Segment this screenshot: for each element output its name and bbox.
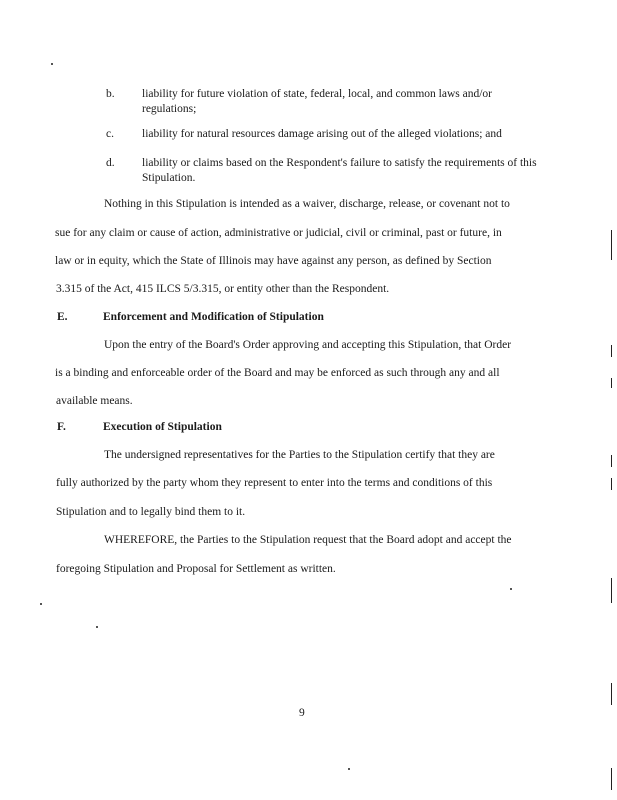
section-letter: F.: [57, 421, 66, 433]
scan-mark: [611, 683, 612, 705]
scan-speck: [96, 626, 98, 628]
paragraph-waiver: [56, 198, 546, 298]
list-letter: d.: [106, 157, 115, 169]
section-letter: E.: [57, 311, 68, 323]
text-line: available means.: [56, 395, 133, 407]
section-e-heading: [57, 311, 457, 327]
text-line: Upon the entry of the Board's Order approving and accepting this Stipulation, that Order: [104, 339, 512, 351]
scan-mark: [611, 345, 612, 357]
text-line: sue for any claim or cause of action, administrative or judicial, civil or criminal, past or future, in: [55, 227, 502, 239]
paragraph-execution: [56, 449, 546, 519]
text-line: 3.315 of the Act, 415 ILCS 5/3.315, or entity other than the Respondent.: [56, 283, 390, 295]
section-title: Execution of Stipulation: [103, 421, 222, 433]
text-line: WHEREFORE, the Parties to the Stipulation request that the Board adopt and accept the: [104, 534, 512, 546]
text-line: foregoing Stipulation and Proposal for Settlement as written.: [56, 563, 336, 575]
list-text: liability or claims based on the Respondent's failure to satisfy the requirements of this Stipulation.: [142, 157, 537, 184]
list-text: liability for future violation of state, federal, local, and common laws and/or regulations;: [142, 88, 493, 115]
list-letter: b.: [106, 88, 115, 100]
scan-mark: [611, 378, 612, 388]
list-item-b: [106, 87, 556, 117]
page-number: 9: [299, 707, 305, 719]
scan-speck: [51, 63, 53, 65]
text-line: fully authorized by the party whom they represent to enter into the terms and conditions of this: [56, 477, 493, 489]
scan-mark: [611, 578, 612, 603]
paragraph-enforcement: [56, 339, 546, 409]
list-text: liability for natural resources damage arising out of the alleged violations; and: [142, 128, 502, 140]
text-line: law or in equity, which the State of Illinois may have against any person, as defined by Section: [55, 255, 492, 267]
text-line: is a binding and enforceable order of the Board and may be enforced as such through any and all: [55, 367, 500, 379]
text-line: Nothing in this Stipulation is intended as a waiver, discharge, release, or covenant not to: [104, 198, 510, 210]
section-title: Enforcement and Modification of Stipulation: [103, 311, 324, 323]
list-item-d: [106, 156, 556, 186]
scan-speck: [510, 588, 512, 590]
scan-mark: [611, 455, 612, 467]
text-line: The undersigned representatives for the Parties to the Stipulation certify that they are: [104, 449, 495, 461]
scan-mark: [611, 230, 612, 260]
list-item-c: [106, 127, 556, 143]
scan-mark: [611, 478, 612, 490]
scan-speck: [40, 603, 42, 605]
scan-speck: [348, 768, 350, 770]
text-line: Stipulation and to legally bind them to it.: [56, 506, 246, 518]
list-letter: c.: [106, 128, 114, 140]
scan-mark: [611, 768, 612, 790]
paragraph-wherefore: [56, 534, 546, 579]
section-f-heading: [57, 421, 357, 437]
